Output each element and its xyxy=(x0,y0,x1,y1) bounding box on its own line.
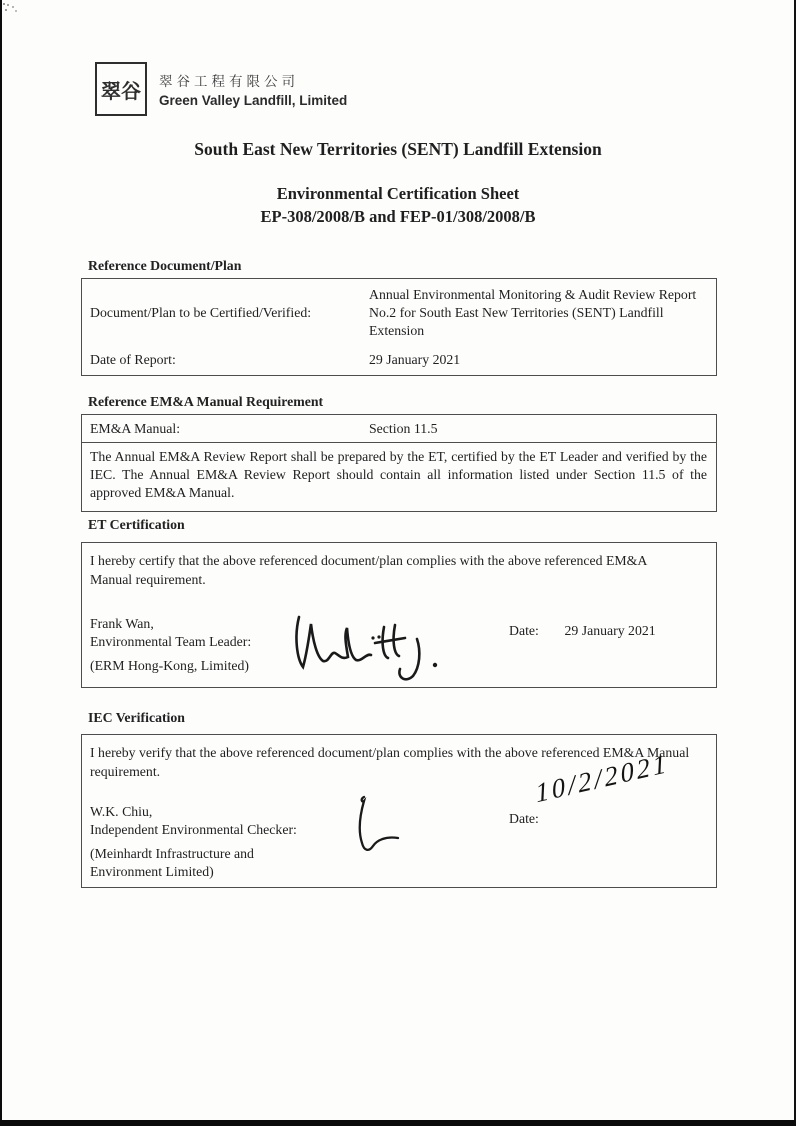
company-names xyxy=(159,62,347,108)
permit-numbers: EP-308/2008/B and FEP-01/308/2008/B xyxy=(260,207,536,226)
et-signatory-name: Frank Wan, xyxy=(90,616,154,631)
iec-signatory-company-line2: Environment Limited) xyxy=(90,863,214,879)
section-heading-reference-document: Reference Document/Plan xyxy=(88,258,242,273)
et-certification-statement: I hereby certify that the above referenced document/plan complies with the above referenced EM&A Manual requirement. xyxy=(90,553,647,587)
iec-date-row xyxy=(509,811,561,827)
iec-date-label: Date: xyxy=(509,811,539,826)
reference-document-table xyxy=(81,278,717,376)
company-logo xyxy=(95,62,147,116)
iec-signatory-block xyxy=(90,803,297,881)
et-certification-box xyxy=(81,542,717,688)
section-heading-et-certification: ET Certification xyxy=(88,517,185,532)
document-plan-value: Annual Environmental Monitoring & Audit Review Report No.2 for South East New Territories (SENT) Landfill Extension xyxy=(369,287,697,338)
date-of-report-value: 29 January 2021 xyxy=(369,351,461,367)
scan-edge-left xyxy=(0,0,2,1126)
iec-verification-statement: I hereby verify that the above referenced document/plan complies with the above referenced EM&A Manual requirement. xyxy=(90,745,690,779)
manual-requirement-row xyxy=(82,415,716,443)
iec-verification-box xyxy=(81,734,717,888)
company-header xyxy=(95,62,347,116)
company-name-english: Green Valley Landfill, Limited xyxy=(159,93,348,108)
iec-signatory-name: W.K. Chiu, xyxy=(90,804,153,819)
company-name-chinese: 翠谷工程有限公司 xyxy=(159,74,299,89)
iec-signatory-title: Independent Environmental Checker: xyxy=(90,821,297,837)
et-signatory-block xyxy=(90,615,251,675)
et-date-row xyxy=(509,623,656,639)
ema-manual-value: Section 11.5 xyxy=(369,421,438,436)
date-of-report-label: Date of Report: xyxy=(90,351,176,367)
iec-signatory-company-line1: (Meinhardt Infrastructure and xyxy=(90,845,254,861)
ema-manual-label: EM&A Manual: xyxy=(90,421,181,436)
iec-handwritten-date: 10/2/2021 xyxy=(533,747,671,809)
et-leader-signature-icon xyxy=(287,599,452,687)
document-plan-label: Document/Plan to be Certified/Verified: xyxy=(90,304,312,320)
iec-checker-signature-icon xyxy=(330,793,410,859)
et-date-value: 29 January 2021 xyxy=(564,623,656,638)
scan-edge-bottom xyxy=(0,1120,796,1126)
company-logo-characters: 翠谷 xyxy=(101,80,141,103)
sheet-title: Environmental Certification Sheet xyxy=(276,184,520,203)
section-heading-manual-requirement: Reference EM&A Manual Requirement xyxy=(88,394,324,409)
manual-requirement-table xyxy=(81,414,717,512)
scan-speckle xyxy=(3,3,5,5)
section-heading-iec-verification: IEC Verification xyxy=(88,710,185,725)
document-title: South East New Territories (SENT) Landfill Extension xyxy=(194,139,602,159)
et-signatory-title: Environmental Team Leader: xyxy=(90,633,252,649)
manual-requirement-paragraph: The Annual EM&A Review Report shall be prepared by the ET, certified by the ET Leader and verified by the IEC. The Annual EM&A Review Report should contain all information listed under Section 11.5 of the approved EM&A Manual. xyxy=(90,449,707,501)
et-date-label: Date: xyxy=(509,623,539,638)
et-signatory-company: (ERM Hong-Kong, Limited) xyxy=(90,657,250,673)
